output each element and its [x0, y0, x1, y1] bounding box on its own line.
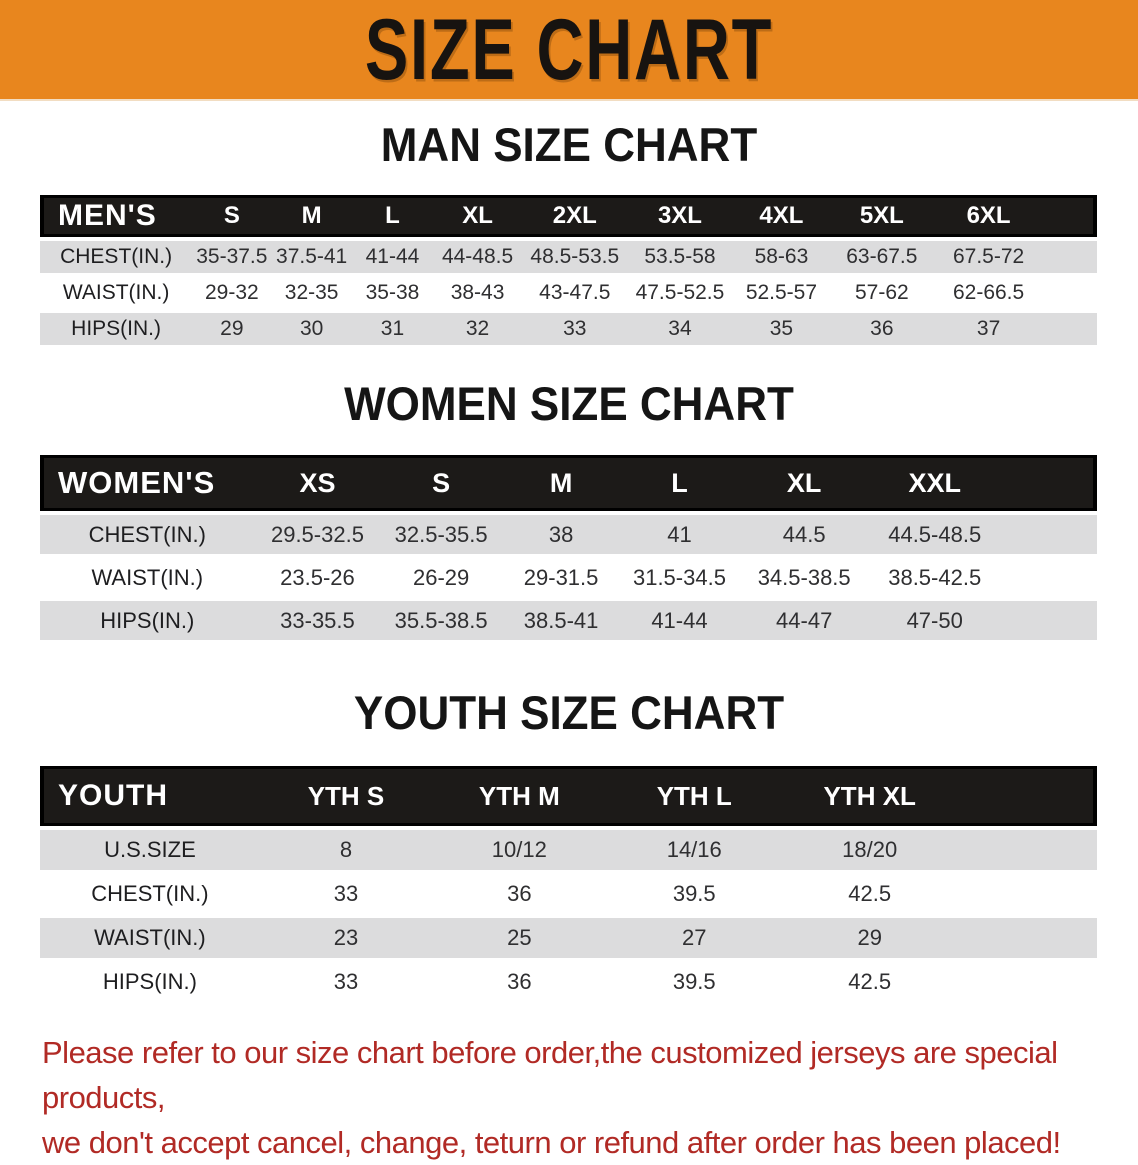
size-value-cell: 34: [628, 313, 733, 345]
table-row: [40, 918, 1097, 958]
size-column-header: 6XL: [933, 195, 1044, 237]
women-section-heading: WOMEN SIZE CHART: [344, 378, 794, 431]
measurement-label-cell: CHEST(IN.): [40, 515, 255, 554]
size-value-cell: 29.5-32.5: [255, 515, 381, 554]
size-value-cell: 47-50: [870, 601, 1000, 640]
size-value-cell: 18/20: [782, 830, 957, 870]
size-value-cell: 31.5-34.5: [620, 558, 738, 597]
table-row: [40, 277, 1097, 309]
size-column-header: YTH L: [607, 766, 782, 826]
size-value-cell: 27: [607, 918, 782, 958]
size-column-header: XXL: [870, 455, 1000, 511]
table-row: [40, 558, 1097, 597]
spacer-cell: [957, 830, 1097, 870]
table-row: [40, 962, 1097, 1002]
size-value-cell: 44-48.5: [433, 241, 522, 273]
youth-size-table: [40, 762, 1097, 1006]
table-row: [40, 874, 1097, 914]
size-column-header: 2XL: [522, 195, 628, 237]
spacer-cell: [1044, 277, 1097, 309]
order-policy-notice: [0, 1030, 1138, 1165]
spacer-cell: [1044, 313, 1097, 345]
size-value-cell: 14/16: [607, 830, 782, 870]
size-value-cell: 33: [522, 313, 628, 345]
size-value-cell: 35-38: [352, 277, 433, 309]
size-value-cell: 35: [732, 313, 830, 345]
size-column-header: M: [502, 455, 620, 511]
measurement-label-cell: CHEST(IN.): [40, 874, 260, 914]
size-column-header: L: [620, 455, 738, 511]
size-column-header: 5XL: [831, 195, 934, 237]
spacer-cell: [957, 766, 1097, 826]
size-column-header: YTH M: [432, 766, 606, 826]
size-value-cell: 10/12: [432, 830, 606, 870]
size-value-cell: 39.5: [607, 962, 782, 1002]
table-title-cell: MEN'S: [40, 195, 192, 237]
size-column-header: XL: [739, 455, 870, 511]
size-value-cell: 33: [260, 874, 432, 914]
size-value-cell: 44.5-48.5: [870, 515, 1000, 554]
size-value-cell: 32-35: [271, 277, 351, 309]
size-column-header: 3XL: [628, 195, 733, 237]
size-value-cell: 41: [620, 515, 738, 554]
banner-title: SIZE CHART: [364, 1, 774, 98]
size-table-header-row: [40, 195, 1097, 237]
men-size-table: [40, 191, 1097, 349]
measurement-label-cell: WAIST(IN.): [40, 277, 192, 309]
table-row: [40, 515, 1097, 554]
table-row: [40, 830, 1097, 870]
size-value-cell: 63-67.5: [831, 241, 934, 273]
spacer-cell: [1044, 195, 1097, 237]
size-value-cell: 42.5: [782, 962, 957, 1002]
youth-section-heading: YOUTH SIZE CHART: [353, 687, 785, 740]
spacer-cell: [1044, 241, 1097, 273]
size-column-header: YTH XL: [782, 766, 957, 826]
table-row: [40, 601, 1097, 640]
size-column-header: XL: [433, 195, 522, 237]
measurement-label-cell: CHEST(IN.): [40, 241, 192, 273]
size-value-cell: 29: [782, 918, 957, 958]
size-column-header: S: [380, 455, 502, 511]
measurement-label-cell: U.S.SIZE: [40, 830, 260, 870]
size-value-cell: 41-44: [620, 601, 738, 640]
size-value-cell: 44.5: [739, 515, 870, 554]
size-value-cell: 29-31.5: [502, 558, 620, 597]
size-value-cell: 36: [432, 962, 606, 1002]
size-value-cell: 67.5-72: [933, 241, 1044, 273]
size-value-cell: 25: [432, 918, 606, 958]
size-value-cell: 23.5-26: [255, 558, 381, 597]
size-value-cell: 38.5-41: [502, 601, 620, 640]
size-column-header: YTH S: [260, 766, 432, 826]
size-value-cell: 38-43: [433, 277, 522, 309]
size-value-cell: 53.5-58: [628, 241, 733, 273]
size-column-header: 4XL: [732, 195, 830, 237]
size-value-cell: 52.5-57: [732, 277, 830, 309]
measurement-label-cell: HIPS(IN.): [40, 962, 260, 1002]
size-value-cell: 44-47: [739, 601, 870, 640]
order-policy-line-1: Please refer to our size chart before order,the customized jerseys are special products,: [42, 1035, 1058, 1115]
size-value-cell: 29: [192, 313, 271, 345]
size-column-header: M: [271, 195, 351, 237]
size-column-header: L: [352, 195, 433, 237]
spacer-cell: [1000, 601, 1097, 640]
table-title-cell: YOUTH: [40, 766, 260, 826]
size-table-header-row: [40, 455, 1097, 511]
size-value-cell: 36: [432, 874, 606, 914]
size-value-cell: 32: [433, 313, 522, 345]
size-value-cell: 8: [260, 830, 432, 870]
size-value-cell: 39.5: [607, 874, 782, 914]
women-size-table: [40, 451, 1097, 644]
size-value-cell: 33-35.5: [255, 601, 381, 640]
measurement-label-cell: WAIST(IN.): [40, 918, 260, 958]
size-value-cell: 33: [260, 962, 432, 1002]
table-row: [40, 313, 1097, 345]
spacer-cell: [957, 874, 1097, 914]
size-value-cell: 38: [502, 515, 620, 554]
measurement-label-cell: HIPS(IN.): [40, 313, 192, 345]
size-column-header: S: [192, 195, 271, 237]
order-policy-line-2: we don't accept cancel, change, teturn or refund after order has been placed!: [42, 1125, 1061, 1160]
size-value-cell: 41-44: [352, 241, 433, 273]
size-value-cell: 35-37.5: [192, 241, 271, 273]
size-value-cell: 57-62: [831, 277, 934, 309]
size-value-cell: 30: [271, 313, 351, 345]
size-chart-banner: [0, 0, 1138, 101]
measurement-label-cell: HIPS(IN.): [40, 601, 255, 640]
size-value-cell: 38.5-42.5: [870, 558, 1000, 597]
spacer-cell: [1000, 515, 1097, 554]
men-section-heading: MAN SIZE CHART: [380, 119, 758, 172]
size-column-header: XS: [255, 455, 381, 511]
size-value-cell: 62-66.5: [933, 277, 1044, 309]
size-value-cell: 37.5-41: [271, 241, 351, 273]
spacer-cell: [1000, 455, 1097, 511]
spacer-cell: [957, 962, 1097, 1002]
spacer-cell: [1000, 558, 1097, 597]
size-value-cell: 26-29: [380, 558, 502, 597]
size-value-cell: 47.5-52.5: [628, 277, 733, 309]
size-value-cell: 23: [260, 918, 432, 958]
size-value-cell: 58-63: [732, 241, 830, 273]
size-value-cell: 35.5-38.5: [380, 601, 502, 640]
size-value-cell: 48.5-53.5: [522, 241, 628, 273]
size-value-cell: 31: [352, 313, 433, 345]
size-value-cell: 34.5-38.5: [739, 558, 870, 597]
size-table-header-row: [40, 766, 1097, 826]
size-value-cell: 37: [933, 313, 1044, 345]
size-value-cell: 36: [831, 313, 934, 345]
size-value-cell: 42.5: [782, 874, 957, 914]
size-value-cell: 32.5-35.5: [380, 515, 502, 554]
table-title-cell: WOMEN'S: [40, 455, 255, 511]
measurement-label-cell: WAIST(IN.): [40, 558, 255, 597]
spacer-cell: [957, 918, 1097, 958]
size-value-cell: 29-32: [192, 277, 271, 309]
table-row: [40, 241, 1097, 273]
size-value-cell: 43-47.5: [522, 277, 628, 309]
